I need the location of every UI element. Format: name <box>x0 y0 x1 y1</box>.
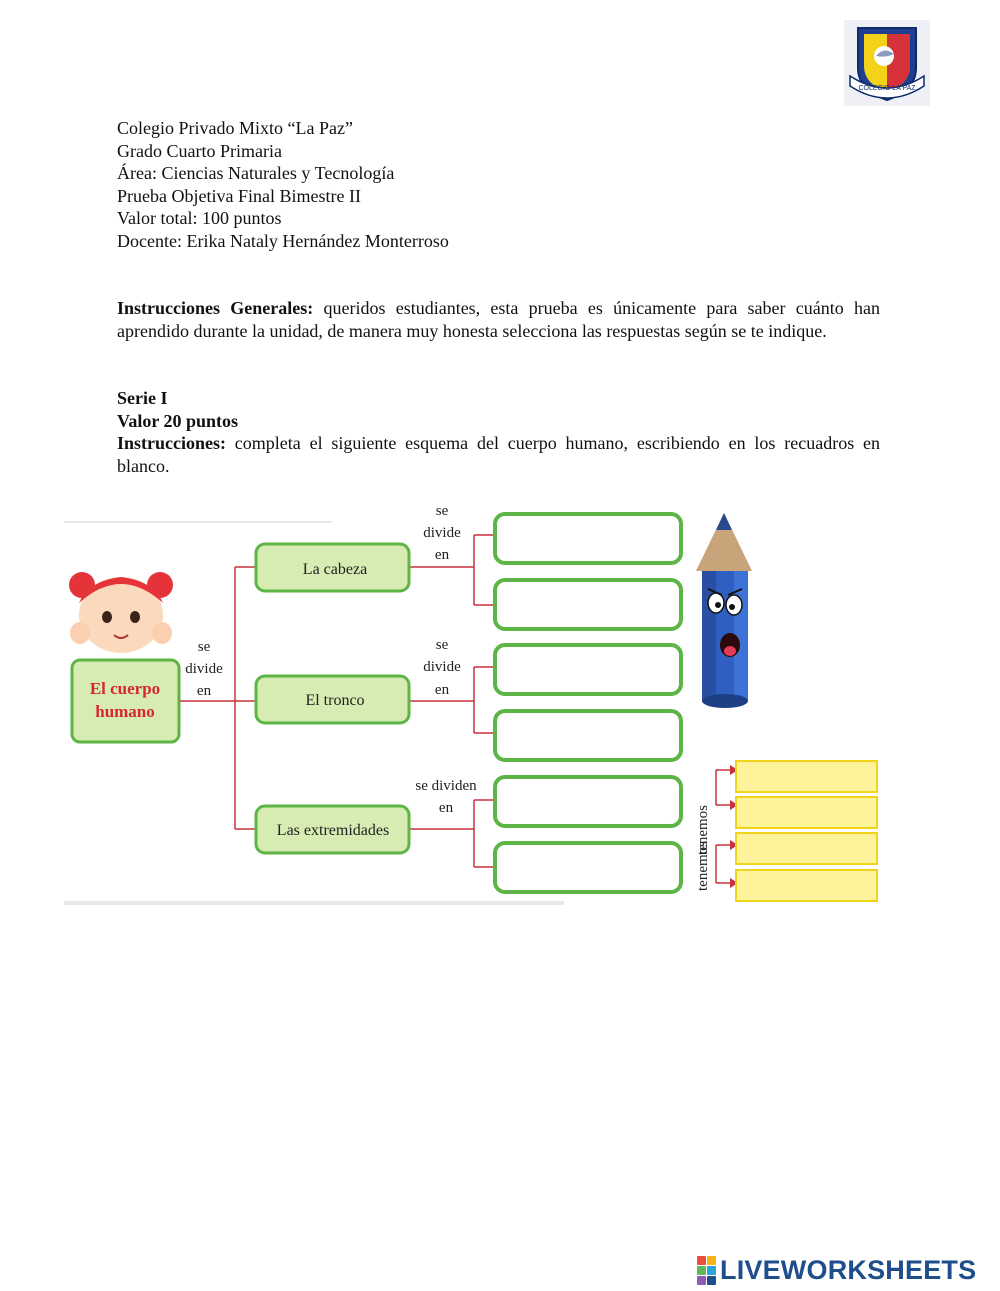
general-instructions <box>117 297 880 342</box>
root-label-line1: El cuerpo <box>89 679 161 698</box>
yellow-answer-boxes <box>736 761 877 901</box>
yellow-box-1[interactable] <box>736 761 877 792</box>
serie-instructions-text: completa el siguiente esquema del cuerpo humano, escribiendo en los recuadros en blanco. <box>117 433 880 476</box>
school-logo <box>844 20 930 106</box>
part-label-extremidades: Las extremidades <box>276 822 390 839</box>
tronco-connector-en: en <box>434 682 450 698</box>
tenemos-label-upper: tenemos <box>695 805 711 855</box>
grade: Grado Cuarto Primaria <box>117 140 282 161</box>
svg-text:COLEGIO LA PAZ: COLEGIO LA PAZ <box>858 85 916 92</box>
part-label-tronco: El tronco <box>305 692 365 709</box>
liveworksheets-icon <box>697 1256 716 1285</box>
body-diagram <box>62 495 892 910</box>
test-title: Prueba Objetiva Final Bimestre II <box>117 185 361 206</box>
answer-box-extremidades-1[interactable] <box>495 777 681 826</box>
answer-boxes <box>495 514 681 892</box>
cabeza-connector-divide: divide <box>423 525 461 541</box>
document-header <box>117 117 449 253</box>
cabeza-connector-en: en <box>434 547 450 563</box>
teacher: Docente: Erika Nataly Hernández Monterroso <box>117 230 449 251</box>
pencil-character <box>696 513 752 708</box>
school-name: Colegio Privado Mixto “La Paz” <box>117 118 353 138</box>
extremidades-connector-en: en <box>438 800 454 816</box>
root-label-line2: humano <box>95 702 155 721</box>
general-instructions-label: Instrucciones Generales: <box>117 298 314 318</box>
total-value: Valor total: 100 puntos <box>117 208 282 229</box>
liveworksheets-text: LIVEWORKSHEETS <box>720 1254 977 1285</box>
serie-value: Valor 20 puntos <box>117 410 239 431</box>
serie-section <box>117 387 880 477</box>
tenemos-label-lower: tenemos <box>695 841 711 891</box>
part-box-tronco <box>256 676 409 723</box>
answer-box-tronco-1[interactable] <box>495 645 681 694</box>
root-connector-en: en <box>196 683 212 699</box>
answer-box-tronco-2[interactable] <box>495 711 681 760</box>
part-box-cabeza <box>256 544 409 591</box>
part-box-extremidades <box>256 806 409 853</box>
serie-instructions-label: Instrucciones: <box>117 433 226 454</box>
serie-title: Serie I <box>117 388 168 408</box>
answer-box-extremidades-2[interactable] <box>495 843 681 892</box>
root-connector-se: se <box>197 639 211 655</box>
answer-box-cabeza-1[interactable] <box>495 514 681 563</box>
root-box <box>72 660 179 742</box>
liveworksheets-logo[interactable] <box>697 1255 976 1285</box>
general-instructions-text: queridos estudiantes, esta prueba es únicamente para saber cuánto han aprendido durante la unidad, de manera muy honesta selecciona las respuestas según se te indique. <box>117 298 880 341</box>
tronco-connector-se: se <box>435 637 449 653</box>
yellow-box-3[interactable] <box>736 833 877 864</box>
yellow-box-4[interactable] <box>736 870 877 901</box>
subject-area: Área: Ciencias Naturales y Tecnología <box>117 163 395 184</box>
answer-box-cabeza-2[interactable] <box>495 580 681 629</box>
tronco-connector-divide: divide <box>423 659 461 675</box>
extremidades-connector-sedividen: se dividen <box>415 778 477 794</box>
girl-illustration <box>69 572 173 653</box>
yellow-box-2[interactable] <box>736 797 877 828</box>
cut-off-line <box>64 901 564 905</box>
cabeza-connector-se: se <box>435 503 449 519</box>
part-label-cabeza: La cabeza <box>302 561 368 578</box>
root-connector-divide: divide <box>185 661 223 677</box>
